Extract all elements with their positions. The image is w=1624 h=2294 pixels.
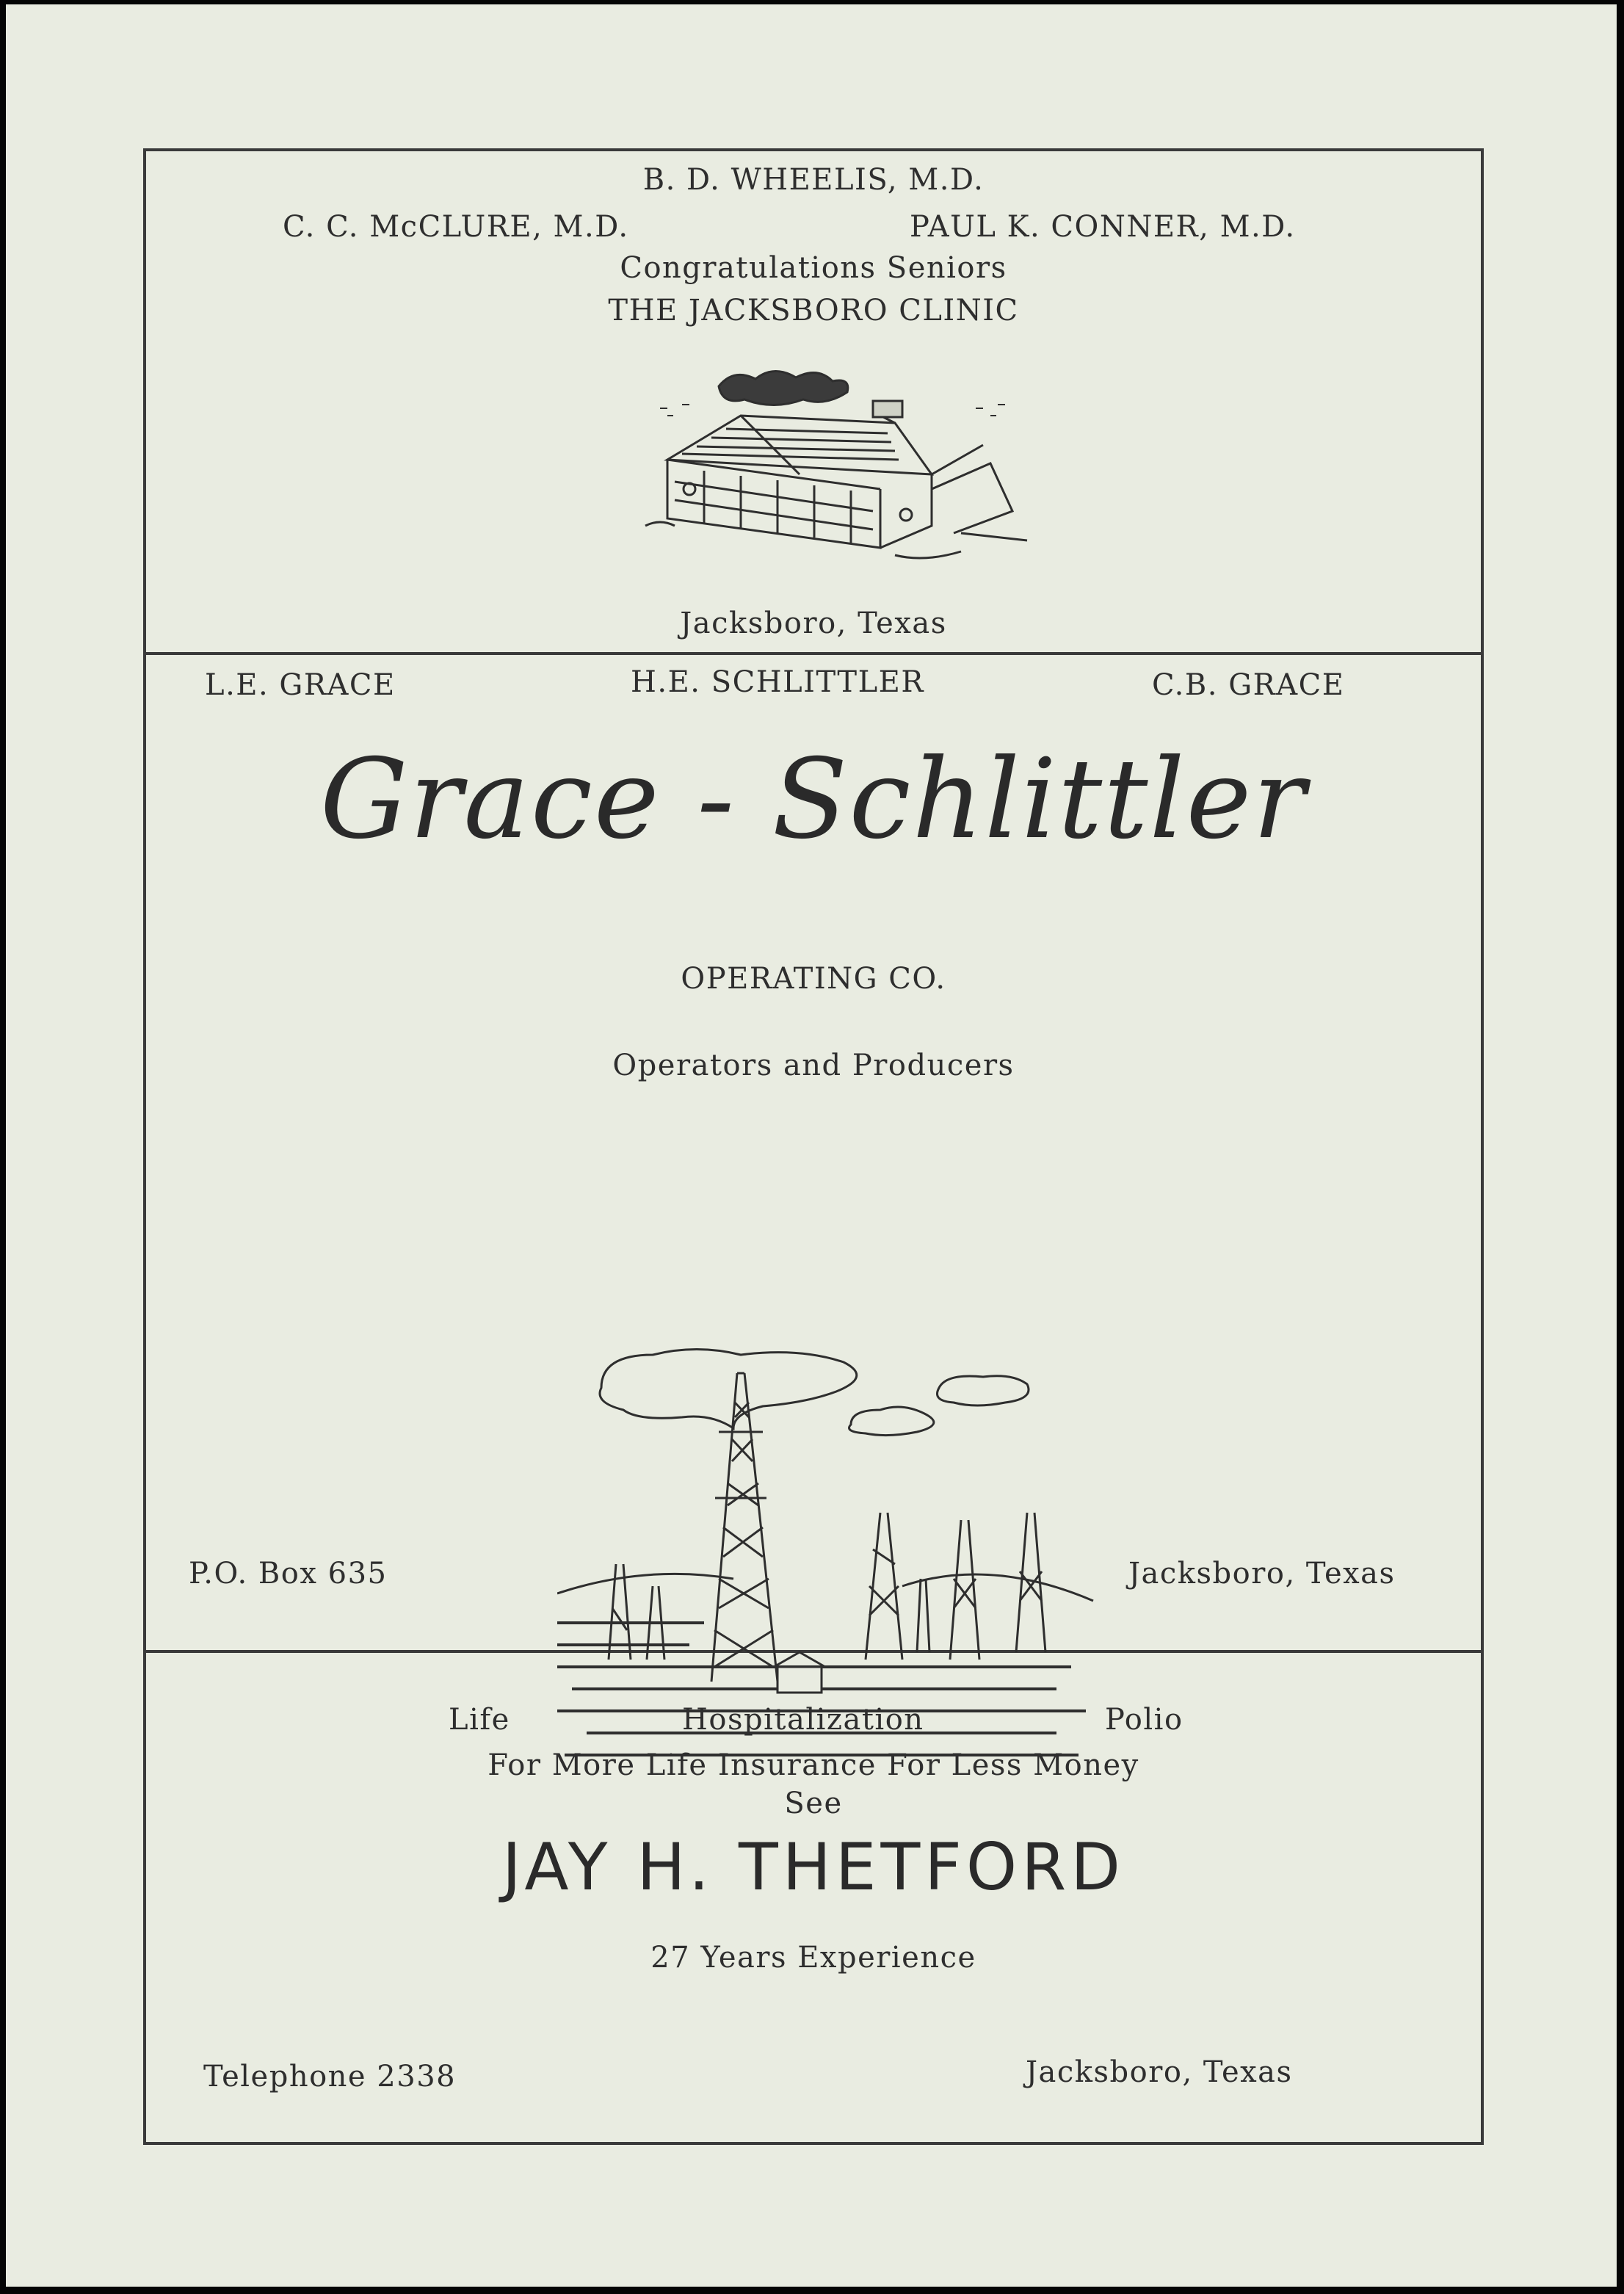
partner-schlittler: H.E. SCHLITTLER [631, 665, 924, 699]
agent-telephone: Telephone 2338 [203, 2060, 457, 2094]
po-box: P.O. Box 635 [189, 1557, 388, 1591]
insurance-see: See [784, 1787, 843, 1820]
clinic-location: Jacksboro, Texas [680, 607, 947, 640]
advertisement-panel [143, 148, 1484, 2145]
agent-experience: 27 Years Experience [650, 1941, 976, 1975]
clinic-greeting: Congratulations Seniors [620, 251, 1007, 285]
doctor-wheelis: B. D. WHEELIS, M.D. [642, 163, 985, 197]
clinic-name: THE JACKSBORO CLINIC [608, 294, 1019, 328]
grace-schlittler-ad [146, 655, 1481, 1653]
yearbook-page [6, 4, 1617, 2287]
partner-le-grace: L.E. GRACE [205, 668, 396, 702]
insurance-slogan: For More Life Insurance For Less Money [487, 1748, 1139, 1782]
insurance-hospitalization: Hospitalization [682, 1703, 924, 1737]
insurance-location: Jacksboro, Texas [1026, 2055, 1293, 2089]
doctor-conner: PAUL K. CONNER, M.D. [910, 210, 1296, 244]
agent-name: JAY H. THETFORD [501, 1829, 1125, 1905]
insurance-life: Life [449, 1703, 510, 1737]
insurance-polio: Polio [1105, 1703, 1183, 1737]
company-script-logo: Grace - Schlittler [319, 736, 1308, 864]
company-name: OPERATING CO. [681, 962, 946, 996]
insurance-ad [146, 1653, 1481, 2142]
company-tagline: Operators and Producers [612, 1049, 1015, 1082]
clinic-ad [146, 151, 1481, 655]
oil-location: Jacksboro, Texas [1128, 1557, 1396, 1591]
partner-cb-grace: C.B. GRACE [1152, 668, 1345, 702]
clinic-building-icon [631, 364, 1056, 570]
doctor-mcclure: C. C. McCLURE, M.D. [283, 210, 629, 244]
